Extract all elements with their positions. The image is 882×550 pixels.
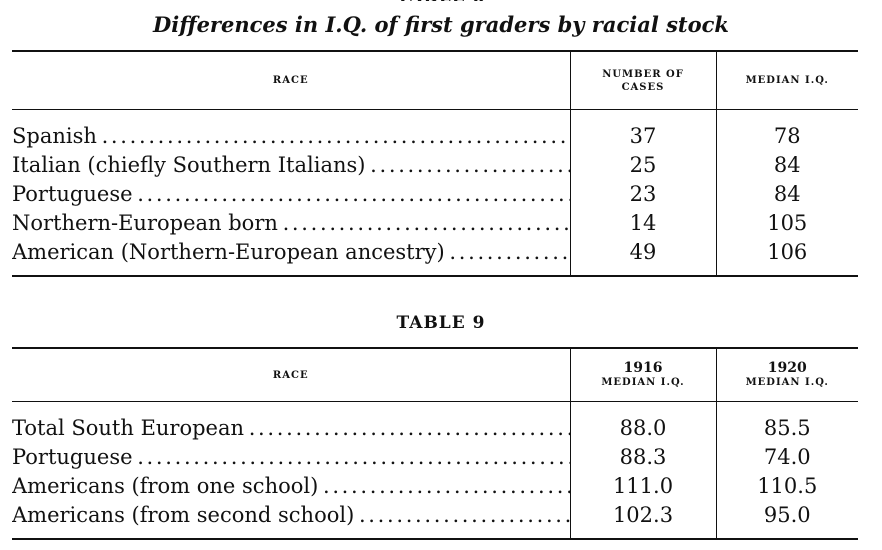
- table-row: [12, 180, 858, 209]
- header-year-1916: 1916: [623, 360, 663, 376]
- table9-header-row: [12, 348, 858, 402]
- header-label-1916: MEDIAN I.Q.: [601, 377, 685, 388]
- table8-header-race: RACE: [272, 75, 309, 86]
- median-cell: 105: [716, 209, 858, 238]
- race-cell: Portuguese . . .: [12, 443, 570, 472]
- cases-cell: 23: [570, 180, 716, 209]
- table8-header-row: [12, 51, 858, 110]
- iq-1916-cell: 88.3: [570, 443, 716, 472]
- race-cell: Spanish . . .: [12, 110, 570, 152]
- median-cell: 84: [716, 151, 858, 180]
- race-cell: Portuguese . . .: [12, 180, 570, 209]
- median-cell: 106: [716, 238, 858, 276]
- race-cell: Americans (from one school) . . .: [12, 472, 570, 501]
- table-row: [12, 151, 858, 180]
- table8: [12, 50, 858, 277]
- table8-title: Differences in I.Q. of first graders by racial stock: [153, 12, 729, 37]
- cases-cell: 37: [570, 110, 716, 152]
- table-row: [12, 443, 858, 472]
- table9-header-race: RACE: [272, 369, 309, 381]
- race-cell: Americans (from second school) . . .: [12, 501, 570, 539]
- race-cell: American (Northern-European ancestry) . . .: [12, 238, 570, 276]
- iq-1916-cell: 88.0: [570, 402, 716, 444]
- table8-caption: [0, 0, 882, 1]
- cases-cell: 14: [570, 209, 716, 238]
- table-row: [12, 402, 858, 444]
- table9-header-1920: [716, 348, 858, 402]
- table-row: [12, 209, 858, 238]
- table9-header-1916: [570, 348, 716, 402]
- table8-header-cases: NUMBER OF CASES: [570, 51, 716, 110]
- iq-1916-cell: 102.3: [570, 501, 716, 539]
- race-cell: Northern-European born . . .: [12, 209, 570, 238]
- median-cell: 84: [716, 180, 858, 209]
- race-cell: Total South European . . .: [12, 402, 570, 444]
- table-row: [12, 238, 858, 276]
- iq-1920-cell: 110.5: [716, 472, 858, 501]
- iq-1916-cell: 111.0: [570, 472, 716, 501]
- iq-1920-cell: 95.0: [716, 501, 858, 539]
- table9: [12, 347, 858, 540]
- table-row: [12, 501, 858, 539]
- header-year-1920: 1920: [767, 360, 807, 376]
- race-cell: Italian (chiefly Southern Italians) . . .: [12, 151, 570, 180]
- cases-cell: 25: [570, 151, 716, 180]
- iq-1920-cell: 74.0: [716, 443, 858, 472]
- table-row: [12, 110, 858, 152]
- table8-header-median: MEDIAN I.Q.: [716, 51, 858, 110]
- iq-1920-cell: 85.5: [716, 402, 858, 444]
- table-row: [12, 472, 858, 501]
- median-cell: 78: [716, 110, 858, 152]
- cases-cell: 49: [570, 238, 716, 276]
- table9-title: TABLE 9: [396, 313, 486, 333]
- header-label-1920: MEDIAN I.Q.: [745, 377, 829, 388]
